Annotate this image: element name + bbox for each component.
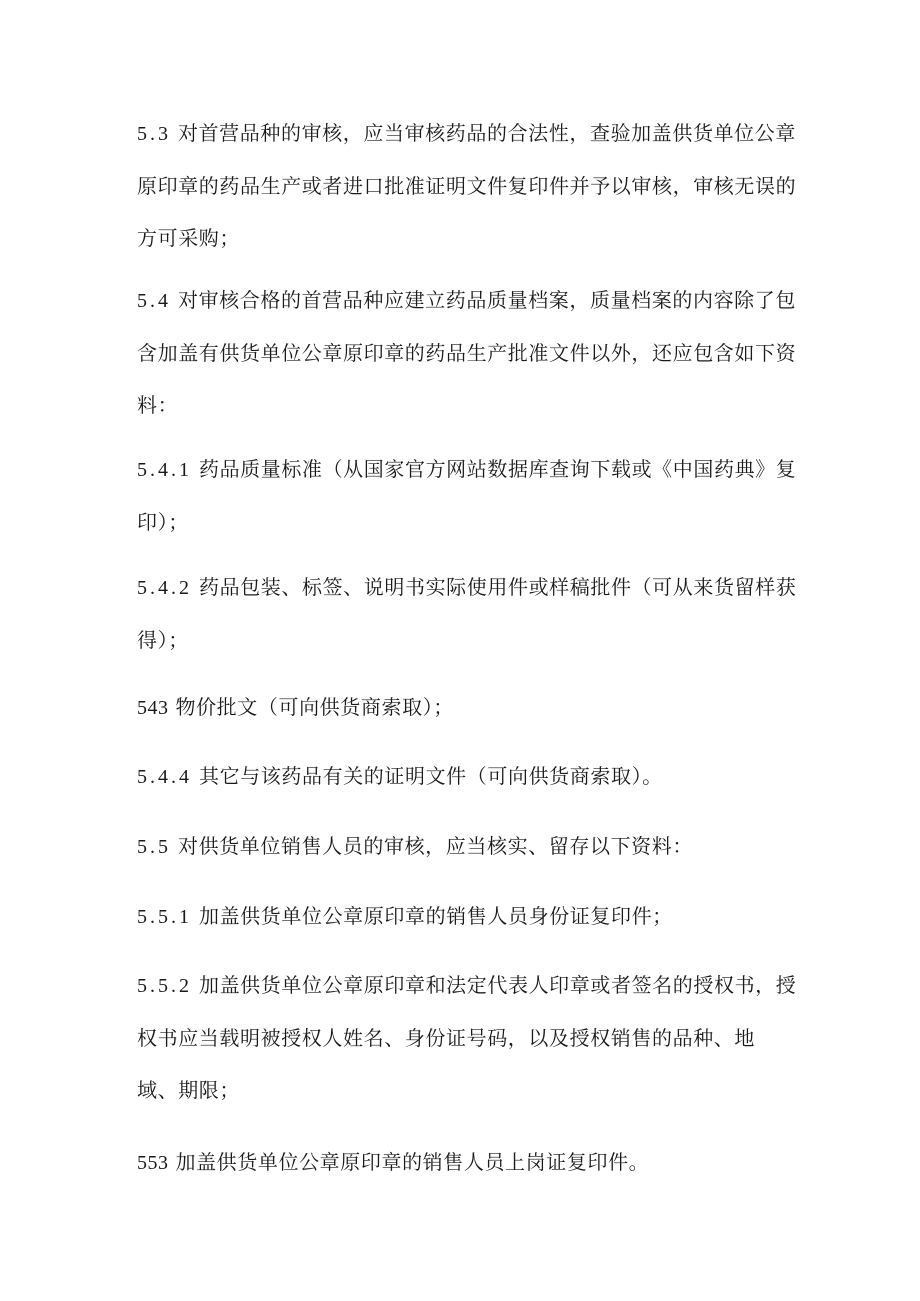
paragraph-line: 加盖供货单位公章原印章和法定代表人印章或者签名的授权书，授	[198, 973, 797, 997]
section-number: 5.3	[137, 123, 171, 145]
paragraph-5-4	[137, 274, 797, 432]
paragraph-line: 药品包装、标签、说明书实际使用件或样稿批件（可从来货留样获	[198, 575, 797, 599]
paragraph-5-4-4	[137, 750, 797, 803]
section-number: 543	[137, 697, 169, 719]
paragraph-line: 物价批文（可向供货商索取）；	[175, 695, 454, 719]
paragraph-5-4-1	[137, 443, 797, 548]
section-number: 5.4.2	[137, 577, 192, 599]
paragraph-5-5	[137, 820, 797, 873]
section-number: 5.5.2	[137, 975, 192, 997]
paragraph-543	[137, 681, 797, 734]
section-number: 5.4.1	[137, 459, 192, 481]
paragraph-line: 方可采购；	[137, 226, 240, 250]
paragraph-line: 得）；	[137, 627, 189, 652]
paragraph-line: 其它与该药品有关的证明文件（可向供货商索取）。	[198, 764, 663, 788]
paragraph-line: 药品质量标准（从国家官方网站数据库查询下载或《中国药典》复	[198, 457, 797, 481]
paragraph-5-4-2	[137, 561, 797, 666]
paragraph-line: 对审核合格的首营品种应建立药品质量档案，质量档案的内容除了包	[177, 288, 796, 312]
paragraph-line: 域、期限；	[137, 1078, 240, 1102]
paragraph-line: 印）；	[137, 509, 189, 534]
paragraph-line: 加盖供货单位公章原印章的销售人员上岗证复印件。	[175, 1150, 650, 1174]
section-number: 5.4	[137, 290, 171, 312]
section-number: 553	[137, 1152, 169, 1174]
paragraph-line: 原印章的药品生产或者进口批准证明文件复印件并予以审核，审核无误的	[137, 173, 797, 198]
paragraph-553	[137, 1136, 797, 1189]
paragraph-line: 对首营品种的审核，应当审核药品的合法性，查验加盖供货单位公章	[177, 121, 796, 145]
paragraph-5-5-1	[137, 890, 797, 943]
paragraph-line: 权书应当载明被授权人姓名、身份证号码，以及授权销售的品种、地	[137, 1025, 755, 1050]
paragraph-line: 对供货单位销售人员的审核，应当核实、留存以下资料：	[177, 834, 693, 858]
paragraph-line: 料：	[137, 393, 179, 417]
paragraph-line: 含加盖有供货单位公章原印章的药品生产批准文件以外，还应包含如下资	[137, 340, 797, 365]
section-number: 5.5.1	[137, 906, 192, 928]
section-number: 5.5	[137, 836, 171, 858]
section-number: 5.4.4	[137, 766, 192, 788]
paragraph-5-5-2	[137, 959, 797, 1117]
paragraph-line: 加盖供货单位公章原印章的销售人员身份证复印件；	[198, 904, 673, 928]
paragraph-5-3	[137, 107, 797, 265]
